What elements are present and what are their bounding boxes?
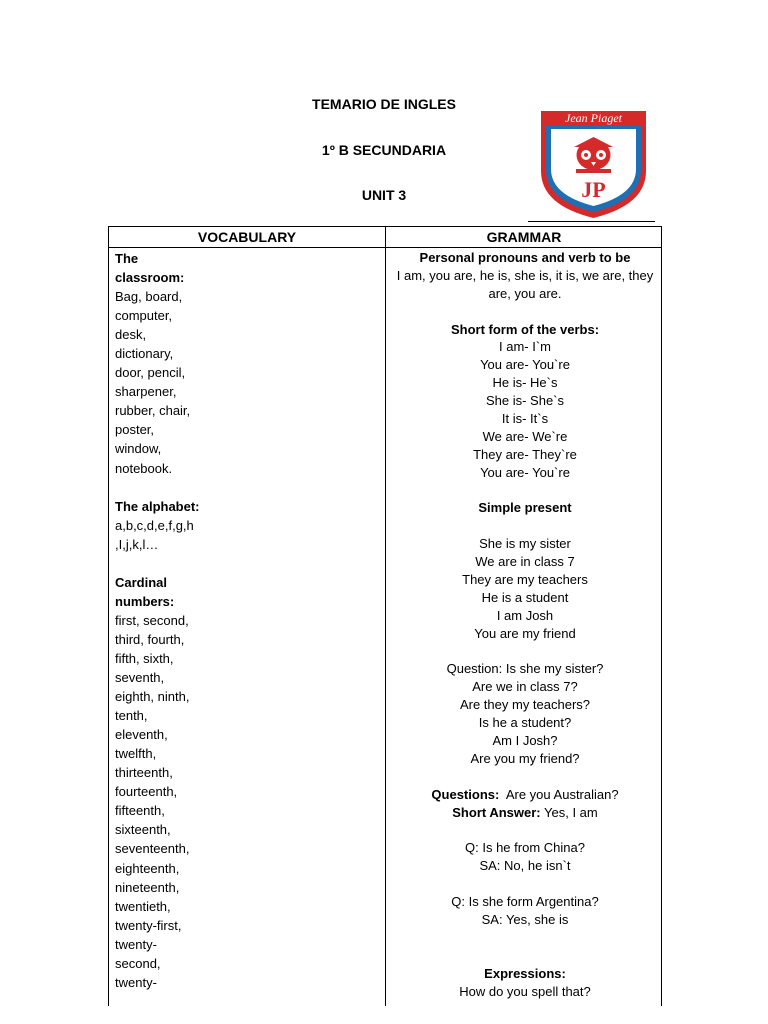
short-form-item: It is- It`s: [501, 411, 549, 427]
alphabet-item: ,I,j,k,l…: [115, 536, 159, 552]
short-form-item: You are- You`re: [480, 357, 570, 373]
short-form-item: I am- I`m: [499, 339, 551, 355]
cardinal-item: fifth, sixth,: [115, 650, 174, 666]
cardinal-title: numbers:: [115, 593, 175, 609]
cardinal-item: sixteenth,: [115, 822, 171, 838]
short-form-item: You are- You`re: [480, 464, 570, 480]
vocabulary-column: [115, 249, 215, 992]
question-item: Is he a student?: [478, 715, 572, 731]
short-form-item: They are- They`re: [473, 446, 577, 462]
simple-present-title: Simple present: [478, 500, 572, 516]
cardinal-item: eleventh,: [115, 727, 168, 743]
grammar-column: [387, 249, 663, 1000]
example-question: Q: Is he from China?: [465, 840, 585, 856]
questions-label: Questions:: [431, 786, 500, 802]
classroom-item: door, pencil,: [115, 365, 186, 381]
question-item: Are we in class 7?: [472, 679, 578, 695]
cardinal-item: twenty-: [115, 974, 157, 990]
classroom-item: Bag, board,: [115, 289, 183, 305]
grade-label: 1º B SECUNDARIA: [321, 142, 447, 158]
classroom-item: poster,: [115, 422, 155, 438]
classroom-item: dictionary,: [115, 346, 174, 362]
logo-school-name: Jean Piaget: [565, 111, 622, 125]
short-form-item: We are- We`re: [482, 428, 568, 444]
cardinal-item: twenty-: [115, 936, 157, 952]
alphabet-item: a,b,c,d,e,f,g,h: [115, 517, 194, 533]
classroom-item: window,: [115, 441, 162, 457]
short-answer-label: Short Answer:: [452, 804, 541, 820]
vocabulary-header: VOCABULARY: [197, 229, 297, 245]
cardinal-item: first, second,: [115, 612, 189, 628]
question-item: Am I Josh?: [492, 733, 558, 749]
simple-present-example: You are my friend: [474, 625, 576, 641]
cardinal-item: third, fourth,: [115, 631, 185, 647]
simple-present-example: They are my teachers: [462, 572, 588, 588]
classroom-title: The: [115, 251, 139, 266]
syllabus-table: [108, 226, 662, 1006]
classroom-item: computer,: [115, 308, 173, 324]
expression-item: How do you spell that?: [459, 983, 591, 999]
cardinal-item: twentieth,: [115, 898, 171, 914]
cardinal-item: seventh,: [115, 670, 165, 686]
example-answer: SA: No, he isn`t: [479, 858, 571, 874]
column-divider: [385, 227, 386, 1006]
pronouns-text: I am, you are, he is, she is, it is, we are, they: [396, 267, 654, 283]
cardinal-item: twelfth,: [115, 746, 157, 762]
short-answer-line: [387, 804, 663, 822]
simple-present-example: She is my sister: [479, 536, 571, 552]
simple-present-example: We are in class 7: [475, 554, 575, 570]
example-answer: SA: Yes, she is: [481, 911, 569, 927]
cardinal-item: fifteenth,: [115, 803, 165, 819]
cardinal-item: seventeenth,: [115, 841, 190, 857]
question-item: Question: Is she my sister?: [446, 661, 604, 677]
question-item: Are you my friend?: [470, 750, 580, 766]
questions-line: [387, 786, 663, 804]
cardinal-item: fourteenth,: [115, 784, 178, 800]
short-form-item: He is- He`s: [492, 375, 558, 391]
classroom-item: notebook.: [115, 460, 173, 476]
simple-present-example: I am Josh: [496, 607, 554, 623]
document-title: TEMARIO DE INGLES: [312, 96, 456, 112]
cardinal-item: thirteenth,: [115, 765, 173, 781]
classroom-item: sharpener,: [115, 384, 177, 400]
example-question: Q: Is she form Argentina?: [451, 894, 599, 910]
short-form-title: Short form of the verbs:: [450, 321, 600, 337]
pronouns-text: are, you are.: [488, 285, 562, 301]
classroom-item: desk,: [115, 327, 147, 343]
cardinal-item: tenth,: [115, 708, 148, 724]
question-item: Are they my teachers?: [459, 697, 591, 713]
header-divider: [109, 247, 661, 248]
logo-underline: [528, 221, 655, 222]
alphabet-title: The alphabet:: [115, 498, 200, 514]
school-logo: [538, 109, 649, 220]
cardinal-item: twenty-first,: [115, 917, 182, 933]
grammar-header: GRAMMAR: [486, 229, 562, 245]
cardinal-title: Cardinal: [115, 574, 168, 590]
short-answer-text: Yes, I am: [544, 804, 598, 820]
unit-label: UNIT 3: [361, 187, 407, 203]
short-form-item: She is- She`s: [485, 393, 565, 409]
simple-present-example: He is a student: [481, 589, 569, 605]
classroom-title: classroom:: [115, 270, 185, 286]
cardinal-item: second,: [115, 955, 161, 971]
logo-initials: JP: [581, 177, 606, 202]
expressions-title: Expressions:: [484, 965, 566, 981]
cardinal-item: eighteenth,: [115, 860, 180, 876]
classroom-item: rubber, chair,: [115, 403, 191, 419]
cardinal-item: nineteenth,: [115, 879, 180, 895]
pronouns-title: Personal pronouns and verb to be: [419, 250, 631, 265]
questions-text: Are you Australian?: [505, 786, 619, 802]
cardinal-item: eighth, ninth,: [115, 689, 190, 705]
